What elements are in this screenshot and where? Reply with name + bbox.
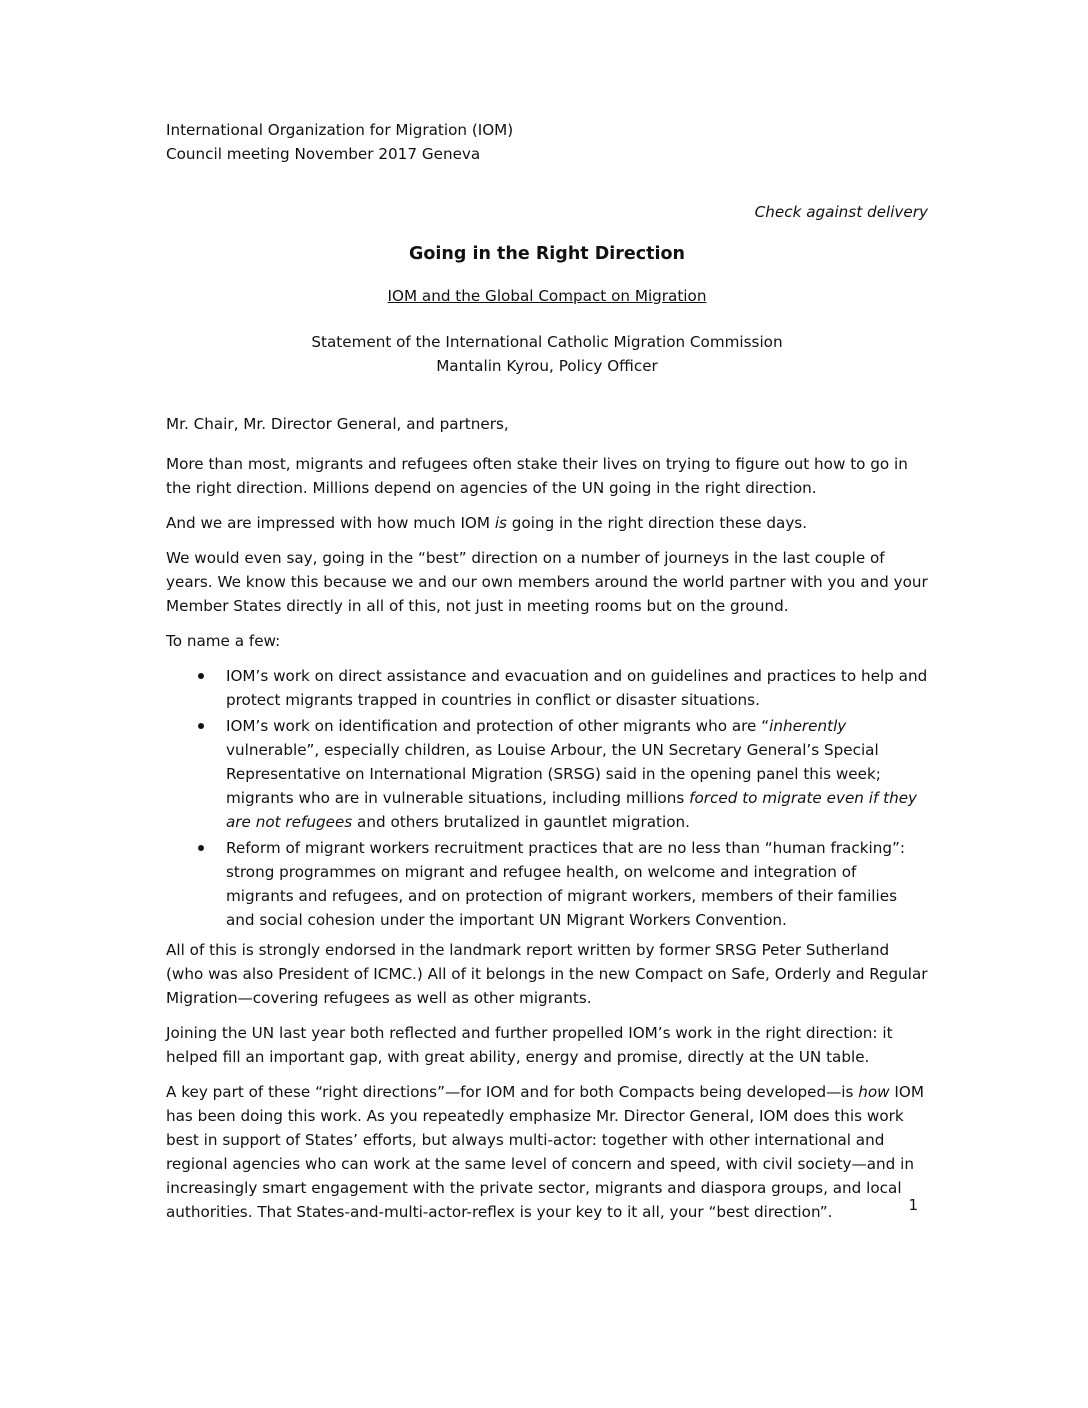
paragraph-4: To name a few:: [166, 631, 281, 650]
bullet-item-1: [166, 664, 928, 712]
document-title: Going in the Right Direction: [409, 244, 685, 264]
salutation: Mr. Chair, Mr. Director General, and partners,: [166, 414, 509, 433]
page-number: 1: [908, 1196, 918, 1214]
bullet-2-text-c: vulnerable”, especially children, as Louise Arbour, the UN Secretary General’s Special Representative on International Migration (SRSG) said in the opening panel this week; migrants who are in vulnerable situations, including millions: [226, 740, 881, 807]
bullet-2-emphasis-2: forced to migrate even if they are not refugees: [226, 788, 918, 831]
paragraph-7-emphasis: how: [858, 1082, 890, 1101]
paragraph-7: [166, 1080, 928, 1224]
byline: [166, 330, 928, 378]
bullet-item-3: [166, 836, 928, 932]
bullet-2-emphasis-1: inherently: [769, 716, 847, 735]
organization-line: International Organization for Migration (IOM): [166, 121, 514, 139]
paragraph-5: All of this is strongly endorsed in the landmark report written by former SRSG Peter Sutherland (who was also President of ICMC.) All of it belongs in the new Compact on Safe, Orderly and Regular Migration—covering refugees as well as other migrants.: [166, 940, 928, 1007]
document-header: [166, 118, 928, 166]
paragraph-2-emphasis: is: [494, 513, 507, 532]
check-against-delivery: Check against delivery: [754, 203, 928, 221]
paragraph-1: More than most, migrants and refugees often stake their lives on trying to figure out how to go in the right direction. Millions depend on agencies of the UN going in the right direction.: [166, 454, 908, 497]
bullet-icon: [198, 723, 204, 729]
paragraph-6: Joining the UN last year both reflected and further propelled IOM’s work in the right direction: it helped fill an important gap, with great ability, energy and promise, directly at the UN table.: [166, 1023, 893, 1066]
bullet-1-text: IOM’s work on direct assistance and evacuation and on guidelines and practices to help and protect migrants trapped in countries in conflict or disaster situations.: [226, 666, 928, 709]
bullet-list: [166, 664, 928, 932]
bullet-3-text: Reform of migrant workers recruitment practices that are no less than “human fracking”: strong programmes on migrant and refugee health, on welcome and integration of migrants and refugees, and on protection of migrant workers, members of their families and social cohesion under the important UN Migrant Workers Convention.: [226, 838, 905, 929]
paragraph-7-text-a: A key part of these “right directions”—for IOM and for both Compacts being developed—is: [166, 1082, 859, 1101]
paragraph-3: We would even say, going in the “best” direction on a number of journeys in the last couple of years. We know this because we and our own members around the world partner with you and your Member States directly in all of this, not just in meeting rooms but on the ground.: [166, 548, 928, 615]
bullet-2-text-a: IOM’s work on identification and protection of other migrants who are “: [226, 716, 770, 735]
paragraph-7-text-c: IOM has been doing this work. As you repeatedly emphasize Mr. Director General, IOM does this work best in support of States’ efforts, but always multi-actor: together with other international and regional agencies who can work at the same level of concern and speed, with civil society—and in increasingly smart engagement with the private sector, migrants and diaspora groups, and local authorities. That States-and-multi-actor-reflex is your key to it all, your “best direction”.: [166, 1082, 924, 1221]
document-subtitle: IOM and the Global Compact on Migration: [387, 286, 707, 305]
bullet-icon: [198, 673, 204, 679]
paragraph-2-text-a: And we are impressed with how much IOM: [166, 513, 495, 532]
meeting-line: Council meeting November 2017 Geneva: [166, 145, 481, 163]
paragraph-2: [166, 511, 928, 535]
bullet-icon: [198, 845, 204, 851]
bullet-2-text-e: and others brutalized in gauntlet migration.: [352, 812, 690, 831]
statement-line: Statement of the International Catholic Migration Commission: [311, 332, 783, 351]
paragraph-2-text-c: going in the right direction these days.: [506, 513, 808, 532]
bullet-item-2: [166, 714, 928, 834]
author-line: Mantalin Kyrou, Policy Officer: [436, 356, 658, 375]
